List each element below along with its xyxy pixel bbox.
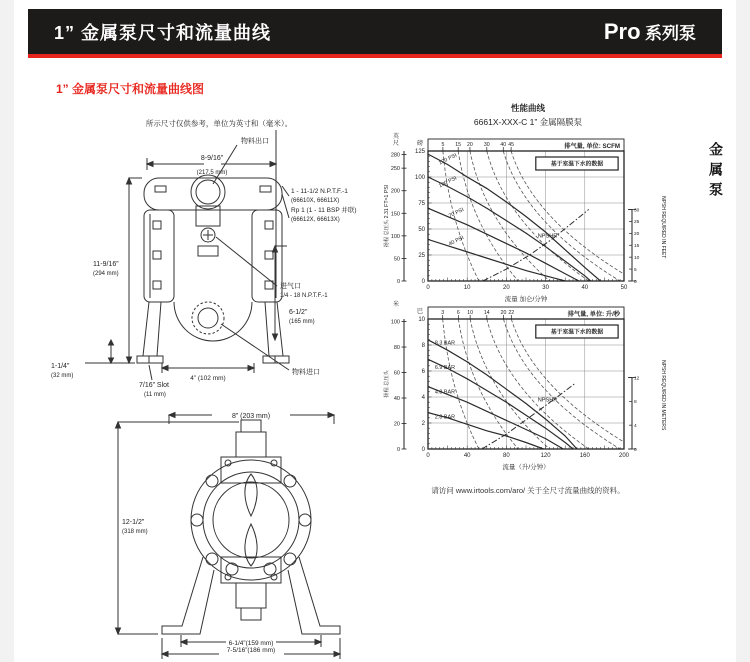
svg-text:22: 22 (508, 310, 515, 317)
dim-feet-inner: 6-1/4”(159 mm) (228, 640, 274, 647)
svg-text:75: 75 (418, 201, 425, 207)
dim-front-height: 12-1/2” (122, 519, 145, 526)
footer-note: 请访问 www.irtools.com/aro/ 关于全尺寸流量曲线的资料。 (431, 486, 625, 495)
svg-text:米: 米 (392, 302, 400, 308)
svg-text:12: 12 (634, 376, 640, 382)
port-note-1: 1 - 11-1/2 N.P.T.F.-1 (291, 188, 348, 195)
svg-text:4: 4 (421, 395, 425, 401)
svg-text:5: 5 (634, 267, 637, 273)
svg-text:排气量, 单位: SCFM: 排气量, 单位: SCFM (564, 143, 620, 150)
dim-air-height: 6-1/2” (289, 309, 308, 316)
svg-text:280: 280 (390, 152, 400, 159)
svg-text:6.9 BAR: 6.9 BAR (434, 365, 455, 371)
svg-text:50: 50 (393, 256, 400, 263)
brand-series: 系列泵 (645, 23, 696, 43)
chart-svg (382, 298, 674, 482)
dim-front-width: 8” (203 mm) (231, 413, 271, 420)
air-inlet-label: 进气口 (280, 283, 301, 290)
brand-pro: Pro (603, 18, 641, 44)
svg-text:0: 0 (396, 447, 400, 453)
svg-text:0: 0 (634, 279, 637, 285)
dim-foot-mm: (32 mm) (51, 373, 74, 379)
dim-bolt-span: 4” (102 mm) (190, 375, 226, 382)
svg-text:200: 200 (618, 453, 630, 459)
side-tab-label: 金属泵 (708, 142, 724, 202)
svg-text:NPSHR: NPSHR (537, 397, 558, 404)
svg-text:0: 0 (421, 447, 425, 453)
svg-text:15: 15 (634, 244, 640, 250)
svg-text:60: 60 (393, 370, 400, 377)
svg-text:30: 30 (542, 285, 549, 291)
svg-text:15: 15 (455, 142, 462, 149)
svg-text:10: 10 (634, 255, 640, 261)
svg-text:0: 0 (396, 279, 400, 285)
svg-text:125: 125 (414, 149, 425, 155)
svg-text:英: 英 (392, 134, 400, 140)
svg-text:100: 100 (390, 233, 400, 240)
svg-text:150: 150 (390, 211, 400, 218)
svg-text:20: 20 (503, 285, 510, 291)
svg-text:14: 14 (483, 310, 490, 317)
svg-text:20: 20 (467, 142, 473, 149)
svg-text:40: 40 (463, 453, 471, 459)
svg-text:4.8 BAR: 4.8 BAR (434, 389, 455, 396)
dim-foot: 1-1/4” (51, 363, 70, 370)
svg-text:0: 0 (421, 279, 425, 285)
svg-text:0: 0 (634, 447, 637, 453)
svg-text:40 PSI: 40 PSI (447, 235, 466, 248)
svg-text:流量 加仑/分钟: 流量 加仑/分钟 (504, 296, 548, 303)
slot-mm: (11 mm) (144, 392, 166, 398)
svg-text:250: 250 (390, 166, 400, 173)
svg-text:10: 10 (418, 317, 425, 323)
svg-text:8: 8 (421, 343, 425, 349)
svg-text:40: 40 (500, 142, 507, 149)
dim-feet-outer: 7-5/16”(186 mm) (226, 647, 276, 654)
drawing-note: 所示尺寸仅供参考，单位为英寸和（毫米）。 (145, 119, 293, 128)
svg-text:3: 3 (441, 310, 445, 317)
svg-text:50: 50 (620, 285, 628, 291)
svg-text:10: 10 (463, 285, 471, 291)
svg-text:扬程 总压头: 扬程 总压头 (384, 370, 390, 398)
dim-height-side-mm: (294 mm) (93, 271, 119, 277)
dim-width-top-mm: (217.5 mm) (196, 170, 228, 176)
svg-text:10: 10 (467, 310, 474, 317)
svg-text:8: 8 (634, 400, 637, 406)
svg-text:基于室温下水的数据: 基于室温下水的数据 (550, 329, 604, 336)
svg-text:基于室温下水的数据: 基于室温下水的数据 (550, 161, 604, 168)
dim-width-top: 8-9/16” (200, 155, 224, 162)
svg-text:50: 50 (418, 227, 425, 233)
svg-text:20: 20 (500, 310, 507, 317)
svg-text:2.8 BAR: 2.8 BAR (434, 414, 455, 421)
svg-text:流量（升/分钟）: 流量（升/分钟） (502, 464, 550, 471)
svg-text:NPSH REQUIRED IN METERS: NPSH REQUIRED IN METERS (660, 360, 666, 431)
dim-front-height-mm: (318 mm) (122, 529, 148, 535)
svg-text:25: 25 (634, 220, 640, 226)
svg-text:80: 80 (393, 345, 400, 352)
port-note-2: (66610X, 66611X) (291, 198, 340, 204)
dim-height-side: 11-9/16” (93, 261, 119, 268)
svg-text:排气量, 单位: 升/秒: 排气量, 单位: 升/秒 (567, 311, 620, 318)
slot-label: 7/16” Slot (139, 382, 169, 389)
section-subtitle: 1” 金属泵尺寸和流量曲线图 (56, 82, 205, 96)
svg-text:NPSH REQUIRED IN FEET: NPSH REQUIRED IN FEET (660, 196, 666, 259)
flow-chart-bar (382, 298, 674, 482)
svg-text:2: 2 (421, 421, 425, 427)
chart1-title: 6661X-XXX-C 1” 金属隔膜泵 (473, 117, 583, 127)
svg-text:0: 0 (426, 453, 430, 459)
brand-label (604, 19, 696, 45)
port-note-3: Rp 1 (1 - 11 BSP 并联) (291, 207, 357, 214)
svg-text:NPSHR: NPSHR (537, 233, 558, 240)
svg-text:80: 80 (503, 453, 510, 459)
charts-header: 性能曲线 (510, 103, 545, 113)
page-title: 1” 金属泵尺寸和流量曲线 (54, 22, 272, 43)
svg-text:0: 0 (426, 285, 430, 291)
svg-text:尺: 尺 (392, 141, 400, 147)
svg-text:8.3 BAR: 8.3 BAR (434, 340, 455, 347)
svg-text:30: 30 (483, 142, 490, 149)
svg-text:160: 160 (579, 453, 590, 459)
svg-text:5: 5 (441, 142, 445, 149)
svg-text:20: 20 (634, 232, 640, 238)
svg-text:4: 4 (634, 423, 637, 429)
svg-text:巴: 巴 (416, 309, 423, 315)
pump-front-view-drawing (104, 402, 354, 660)
svg-text:70 PSI: 70 PSI (447, 206, 466, 220)
svg-text:120 PSI: 120 PSI (438, 152, 458, 167)
svg-text:30: 30 (634, 208, 640, 214)
svg-text:45: 45 (508, 142, 514, 149)
port-note-4: (66612X, 66613X) (291, 217, 340, 223)
svg-text:6: 6 (456, 310, 460, 317)
svg-text:40: 40 (393, 396, 400, 403)
dim-air-height-mm: (165 mm) (289, 319, 315, 325)
svg-text:100: 100 (414, 175, 425, 181)
svg-text:200: 200 (390, 188, 400, 195)
pump-side-view-drawing (49, 118, 404, 406)
svg-text:25: 25 (418, 253, 425, 259)
svg-text:20: 20 (393, 421, 400, 428)
header-red-rule (28, 54, 722, 58)
svg-text:100: 100 (390, 319, 400, 326)
outlet-label: 物料出口 (241, 138, 269, 145)
svg-text:磅: 磅 (416, 141, 423, 147)
page-header (28, 9, 722, 54)
svg-text:120: 120 (540, 453, 551, 459)
svg-text:100 PSI: 100 PSI (438, 175, 458, 190)
air-inlet-size: 1/4 - 18 N.P.T.F.-1 (280, 293, 328, 299)
svg-text:扬程 总压头 2.31 FT=1 PSI: 扬程 总压头 2.31 FT=1 PSI (384, 184, 390, 248)
inlet-label: 物料进口 (292, 369, 320, 376)
svg-text:6: 6 (421, 369, 425, 375)
svg-text:40: 40 (581, 285, 589, 291)
